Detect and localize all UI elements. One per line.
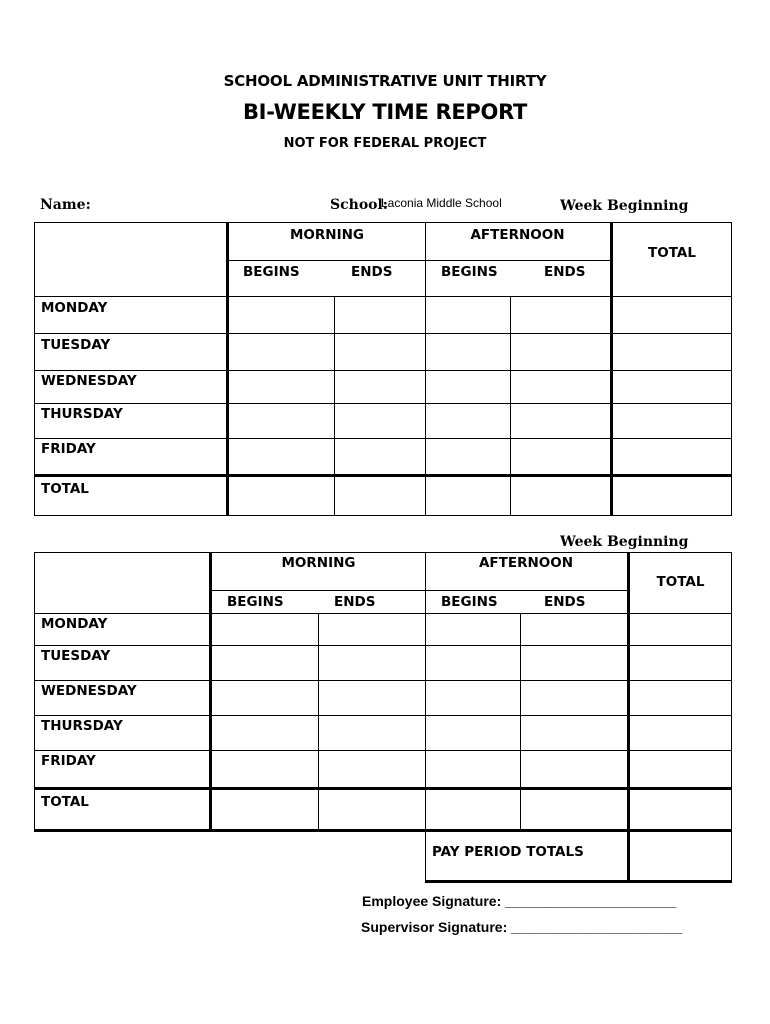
morning-begins-header-2: BEGINS — [227, 594, 284, 610]
morning-begins-header: BEGINS — [243, 264, 300, 280]
school-label: School: — [330, 197, 388, 213]
total-header-2: TOTAL — [656, 574, 705, 590]
row-label-total: TOTAL — [41, 481, 89, 497]
row-label-monday: MONDAY — [41, 300, 108, 316]
row-label-total-2: TOTAL — [41, 794, 89, 810]
morning-header-2: MORNING — [281, 555, 356, 571]
employee-signature-line[interactable]: Employee Signature: ______________________ — [362, 893, 677, 909]
row-label-thursday-2: THURSDAY — [41, 718, 123, 734]
school-field[interactable]: Laconia Middle School — [381, 196, 502, 210]
week-beginning-label-2: Week Beginning — [560, 534, 689, 550]
report-title: BI-WEEKLY TIME REPORT — [242, 100, 528, 124]
afternoon-header: AFTERNOON — [470, 227, 565, 243]
row-label-thursday: THURSDAY — [41, 406, 123, 422]
morning-ends-header: ENDS — [351, 264, 393, 280]
row-label-friday: FRIDAY — [41, 441, 96, 457]
morning-header: MORNING — [289, 227, 364, 243]
pay-period-totals-label: PAY PERIOD TOTALS — [432, 844, 584, 860]
row-label-tuesday-2: TUESDAY — [41, 648, 111, 664]
afternoon-ends-header-2: ENDS — [544, 594, 586, 610]
afternoon-begins-header-2: BEGINS — [441, 594, 498, 610]
total-header: TOTAL — [648, 245, 696, 261]
morning-ends-header-2: ENDS — [334, 594, 376, 610]
afternoon-begins-header: BEGINS — [441, 264, 498, 280]
org-name: SCHOOL ADMINISTRATIVE UNIT THIRTY — [223, 72, 547, 90]
name-label: Name: — [40, 197, 91, 213]
afternoon-ends-header: ENDS — [544, 264, 586, 280]
week-beginning-label: Week Beginning — [560, 198, 689, 214]
row-label-wednesday: WEDNESDAY — [41, 373, 137, 389]
row-label-friday-2: FRIDAY — [41, 753, 96, 769]
supervisor-signature-line[interactable]: Supervisor Signature: ______________________ — [361, 919, 683, 935]
row-label-monday-2: MONDAY — [41, 616, 108, 632]
row-label-tuesday: TUESDAY — [41, 337, 111, 353]
report-subtitle: NOT FOR FEDERAL PROJECT — [283, 136, 487, 151]
afternoon-header-2: AFTERNOON — [478, 555, 574, 571]
row-label-wednesday-2: WEDNESDAY — [41, 683, 137, 699]
